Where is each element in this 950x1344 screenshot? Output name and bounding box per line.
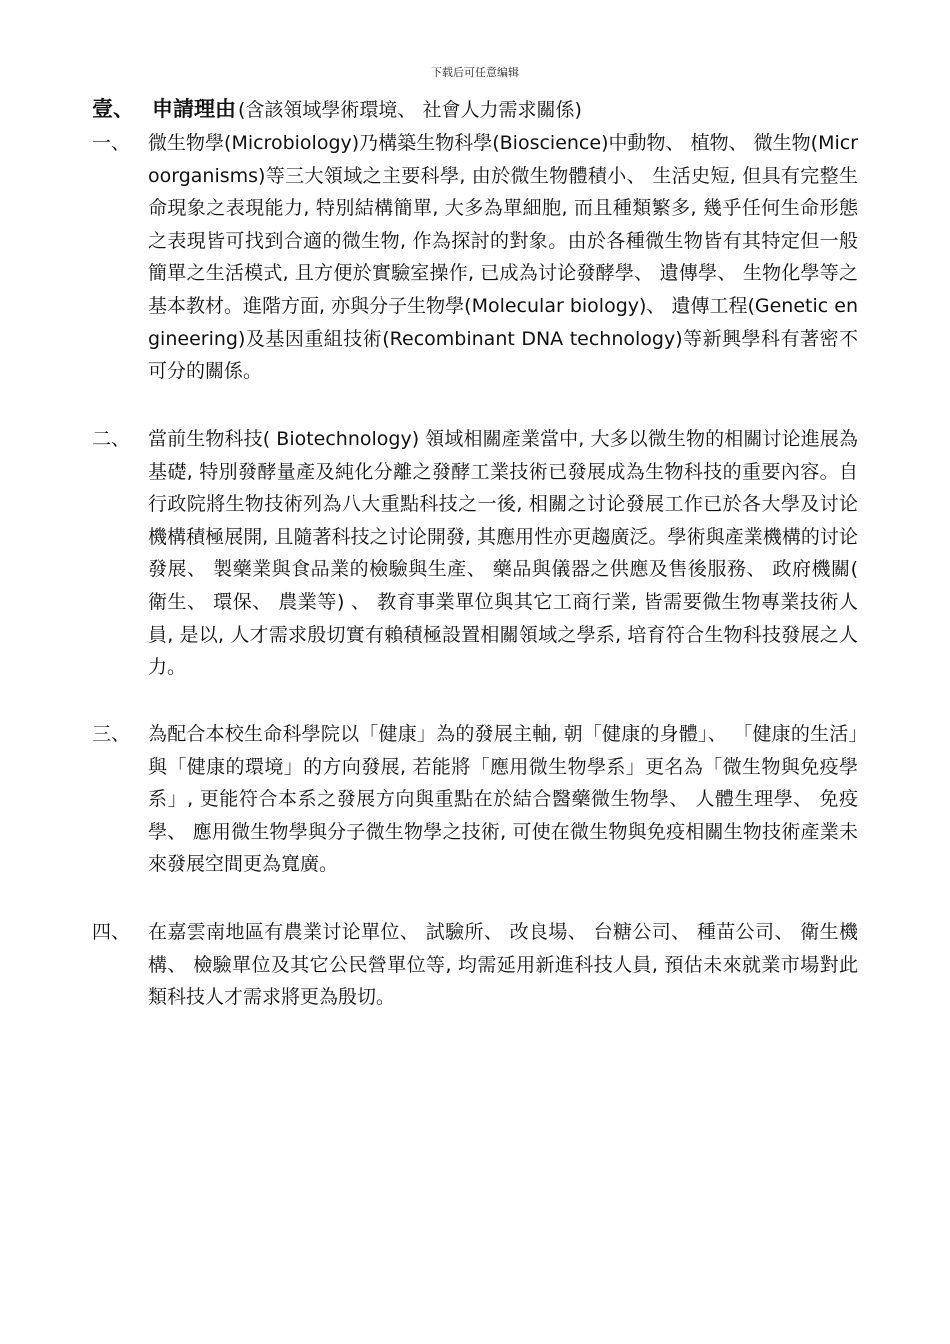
section-subtitle: (含該領域學術環境、 社會人力需求關係) <box>238 99 582 121</box>
section-title: 申請理由 <box>152 97 236 121</box>
list-item-number: 三、 <box>92 723 131 745</box>
list-item-number: 一、 <box>92 132 131 154</box>
list-item <box>92 127 862 388</box>
list-item <box>92 423 862 684</box>
list-item <box>92 916 862 1014</box>
section-number: 壹、 <box>92 97 134 121</box>
section-heading <box>92 94 582 125</box>
list-item-text: 在嘉雲南地區有農業讨论單位、 試驗所、 改良場、 台糖公司、 種苗公司、 衛生機構、 檢驗單位及其它公民營單位等, 均需延用新進科技人員, 預估未來就業市場對此類科技人才需求將更為殷切。 <box>148 921 858 1009</box>
list-item-text: 微生物學(Microbiology)乃構築生物科學(Bioscience)中動物、 植物、 微生物(Microorganisms)等三大領域之主要科學, 由於微生物體積小、 生活史短, 但具有完整生命現象之表現能力, 特別結構簡單, 大多為單細胞, 而且種類繁多, 幾乎任何生命形態之表現皆可找到合適的微生物, 作為探討的對象。由於各種微生物皆有其特定但一般簡單之生活模式, 且方便於實驗室操作, 已成為讨论發酵學、 遺傳學、 生物化學等之基本教材。進階方面, 亦與分子生物學(Molecular biology)、 遺傳工程(Genetic engineering)及基因重組技術(Recombinant DNA technology)等新興學科有著密不可分的關係。 <box>148 132 858 383</box>
list-item-text: 為配合本校生命科學院以「健康」為的發展主軸, 朝「健康的身體」、 「健康的生活」與「健康的環境」的方向發展, 若能將「應用微生物學系」更名為「微生物與免疫學系」, 更能符合本系之發展方向與重點在於結合醫藥微生物學、 人體生理學、 免疫學、 應用微生物學與分子微生物學之技術, 可使在微生物與免疫相關生物技術產業未來發展空間更為寬廣。 <box>148 723 858 876</box>
list-item <box>92 718 862 881</box>
list-item-number: 二、 <box>92 428 131 450</box>
list-item-text: 當前生物科技( Biotechnology) 領域相關產業當中, 大多以微生物的相關讨论進展為基礎, 特別發酵量產及純化分離之發酵工業技術已發展成為生物科技的重要內容。自行政院將生物技術列為八大重點科技之一後, 相關之讨论發展工作已於各大學及讨论機構積極展開, 且隨著科技之讨论開發, 其應用性亦更趨廣泛。學術與產業機構的讨论發展、 製藥業與食品業的檢驗與生產、 藥品與儀器之供應及售後服務、 政府機關( 衛生、 環保、 農業等) 、 教育事業單位與其它工商行業, 皆需要微生物專業技術人員, 是以, 人才需求殷切實有賴積極設置相關領域之學系, 培育符合生物科技發展之人力。 <box>148 428 858 679</box>
list-item-number: 四、 <box>92 921 131 943</box>
header-note: 下载后可任意编辑 <box>431 66 519 79</box>
